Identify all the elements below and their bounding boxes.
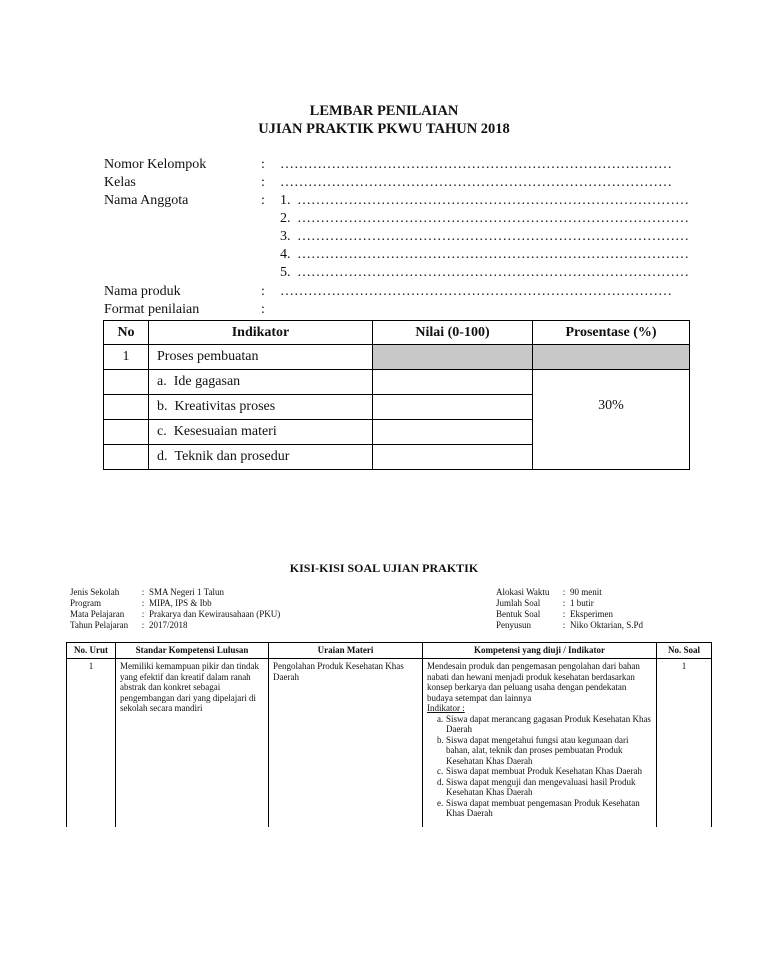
meta-key: Program: [70, 598, 101, 608]
item-text: Siswa dapat membuat pengemasan Produk Kesehatan Khas Daerah: [446, 797, 640, 818]
score-input-cell[interactable]: [373, 420, 533, 445]
table-row: [67, 659, 712, 828]
label-format-penilaian: Format penilaian: [104, 302, 200, 317]
colon: :: [141, 620, 145, 630]
colon: :: [141, 598, 145, 608]
score-input-cell[interactable]: [373, 395, 533, 420]
sub-indicator: [149, 420, 373, 445]
kompetensi-cell: [423, 659, 657, 828]
indikator-list: [427, 714, 652, 819]
item-mark: d.: [157, 449, 168, 464]
meta-row: [70, 598, 280, 609]
colon: :: [261, 157, 265, 172]
empty-cell: [104, 395, 149, 420]
meta-key: Mata Pelajaran: [70, 609, 125, 619]
percentage-cell-shaded: [533, 345, 690, 370]
label-kelas: Kelas: [104, 175, 136, 190]
meta-value: Niko Oktarian, S.Pd: [570, 620, 643, 630]
colon: :: [261, 302, 265, 317]
fill-line-member-2[interactable]: …………………………………………………………………………: [297, 211, 689, 226]
item-text: Kesesuaian materi: [173, 424, 277, 439]
item-mark: c.: [437, 766, 444, 776]
colon: :: [261, 175, 265, 190]
colon: :: [141, 609, 145, 619]
row-number: 1: [104, 345, 149, 370]
item-text: Kreativitas proses: [174, 399, 276, 414]
label-nama-produk: Nama produk: [104, 284, 181, 299]
meta-value: 90 menit: [570, 587, 602, 597]
list-item: [437, 777, 652, 798]
fill-line-kelas[interactable]: …………………………………………………………………………: [280, 175, 672, 190]
header-kompetensi: Kompetensi yang diuji / Indikator: [423, 643, 657, 659]
item-mark: c.: [157, 424, 167, 439]
header-no: No: [104, 321, 149, 345]
member-number: 3.: [280, 229, 291, 244]
header-no-urut: No. Urut: [67, 643, 116, 659]
item-mark: b.: [157, 399, 168, 414]
meta-key: Tahun Pelajaran: [70, 620, 129, 630]
sub-indicator: [149, 445, 373, 470]
colon: :: [261, 193, 265, 208]
table-row: [104, 345, 690, 370]
score-cell-shaded: [373, 345, 533, 370]
list-item: [437, 798, 652, 819]
colon: :: [562, 598, 566, 608]
empty-cell: [104, 445, 149, 470]
kisi-table: [66, 642, 712, 827]
header-uraian: Uraian Materi: [269, 643, 423, 659]
colon: :: [562, 620, 566, 630]
header-indikator: Indikator: [149, 321, 373, 345]
sheet-title: LEMBAR PENILAIAN: [309, 103, 459, 119]
score-input-cell[interactable]: [373, 370, 533, 395]
sub-indicator: [149, 370, 373, 395]
item-mark: a.: [437, 713, 444, 724]
colon: :: [261, 284, 265, 299]
member-number: 5.: [280, 265, 291, 280]
grading-table: [103, 320, 690, 470]
sheet-subtitle: UJIAN PRAKTIK PKWU TAHUN 2018: [258, 121, 510, 137]
sub-indicator: [149, 395, 373, 420]
item-text: Siswa dapat membuat Produk Kesehatan Khas Daerah: [446, 766, 642, 776]
kisi-title: KISI-KISI SOAL UJIAN PRAKTIK: [289, 561, 479, 575]
header-no-soal: No. Soal: [657, 643, 712, 659]
score-input-cell[interactable]: [373, 445, 533, 470]
standar-text: Memiliki kemampuan pikir dan tindak yang efektif dan kreatif dalam ranah abstrak dan konkret sebagai pengembangan dari yang dipelajari di sekolah secara mandiri: [116, 659, 269, 828]
empty-cell: [104, 420, 149, 445]
uraian-text: Pengolahan Produk Kesehatan Khas Daerah: [269, 659, 423, 828]
item-mark: a.: [157, 374, 167, 389]
list-item: [437, 714, 652, 735]
meta-row: [70, 609, 280, 620]
fill-line-member-5[interactable]: …………………………………………………………………………: [297, 265, 689, 280]
fill-line-member-4[interactable]: …………………………………………………………………………: [297, 247, 689, 262]
header-prosentase: Prosentase (%): [533, 321, 690, 345]
fill-line-nomor-kelompok[interactable]: …………………………………………………………………………: [280, 157, 672, 172]
no-soal-value: 1: [657, 659, 712, 828]
meta-value: Prakarya dan Kewirausahaan (PKU): [149, 609, 281, 619]
meta-key: Jenis Sekolah: [70, 587, 120, 597]
percentage-value: 30%: [533, 370, 690, 470]
item-text: Ide gagasan: [173, 374, 241, 389]
item-text: Siswa dapat mengetahui fungsi atau kegunaan dari bahan, alat, teknik dan proses pembuatan Produk Kesehatan Khas Daerah: [446, 734, 629, 766]
label-nomor-kelompok: Nomor Kelompok: [104, 157, 207, 172]
indicator-label: Proses pembuatan: [149, 345, 373, 370]
item-mark: e.: [437, 797, 444, 808]
fill-line-member-3[interactable]: …………………………………………………………………………: [297, 229, 689, 244]
table-row: [104, 370, 690, 395]
item-mark: d.: [437, 776, 444, 787]
meta-value: SMA Negeri 1 Talun: [149, 587, 224, 597]
item-text: Teknik dan prosedur: [174, 449, 290, 464]
meta-row: [496, 587, 643, 598]
right-meta: [496, 587, 643, 631]
meta-row: [70, 587, 280, 598]
meta-key: Bentuk Soal: [496, 609, 541, 619]
label-nama-anggota: Nama Anggota: [104, 193, 189, 208]
meta-value: MIPA, IPS & Ibb: [149, 598, 212, 608]
colon: :: [141, 587, 145, 597]
item-text: Siswa dapat menguji dan mengevaluasi hasil Produk Kesehatan Khas Daerah: [446, 776, 636, 797]
fill-line-member-1[interactable]: …………………………………………………………………………: [297, 193, 689, 208]
grading-header-row: [104, 321, 690, 345]
assessment-sheet: [0, 0, 768, 464]
meta-key: Alokasi Waktu: [496, 587, 550, 597]
empty-cell: [104, 370, 149, 395]
member-number: 4.: [280, 247, 291, 262]
header-nilai: Nilai (0-100): [373, 321, 533, 345]
meta-row: [496, 598, 643, 609]
indikator-title: Indikator :: [427, 703, 465, 713]
no-urut-value: 1: [67, 659, 116, 828]
meta-value: 1 butir: [570, 598, 594, 608]
colon: :: [562, 587, 566, 597]
meta-row: [496, 620, 643, 631]
meta-row: [70, 620, 280, 631]
item-mark: b.: [437, 734, 444, 745]
meta-value: Eksperimen: [570, 609, 613, 619]
meta-value: 2017/2018: [149, 620, 188, 630]
list-item: [437, 735, 652, 767]
left-meta: [70, 587, 280, 631]
meta-row: [496, 609, 643, 620]
colon: :: [562, 609, 566, 619]
meta-key: Penyusun: [496, 620, 532, 630]
member-number: 2.: [280, 211, 291, 226]
meta-key: Jumlah Soal: [496, 598, 541, 608]
header-standar: Standar Kompetensi Lulusan: [116, 643, 269, 659]
kompetensi-text: Mendesain produk dan pengemasan pengolahan dari bahan nabati dan hewani menjadi produk kesehatan berdasarkan konsep berkarya dan peluang usaha dengan pendekatan budaya setempat dan lainnya: [427, 661, 640, 703]
kisi-header-row: [67, 643, 712, 659]
member-number: 1.: [280, 193, 291, 208]
list-item: [437, 766, 652, 777]
fill-line-nama-produk[interactable]: …………………………………………………………………………: [280, 284, 672, 299]
item-text: Siswa dapat merancang gagasan Produk Kesehatan Khas Daerah: [446, 713, 651, 734]
